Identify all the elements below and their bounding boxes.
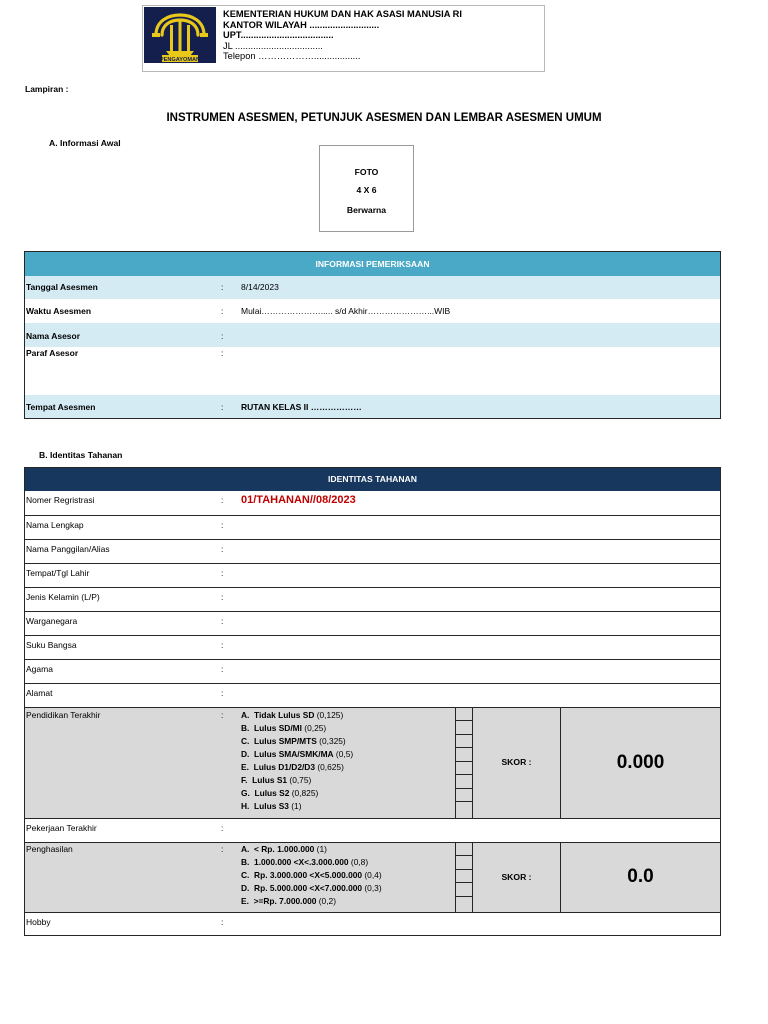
list-item[interactable]: B. 1.000.000 <X<.3.000.000 (0,8) [241, 857, 369, 867]
assessment-place-value[interactable]: RUTAN KELAS II ……………… [241, 402, 362, 412]
table-row [25, 323, 720, 347]
checkbox[interactable] [456, 775, 472, 789]
table-row[interactable] [25, 612, 720, 636]
examination-info-header: INFORMASI PEMERIKSAAN [25, 252, 720, 276]
list-item[interactable]: E. Lulus D1/D2/D3 (0,625) [241, 762, 344, 772]
section-b-heading: B. Identitas Tahanan [39, 450, 123, 460]
religion-label: Agama [26, 664, 53, 674]
table-row[interactable] [25, 636, 720, 660]
detainee-identity-table [24, 467, 721, 936]
registration-number-value[interactable]: 01/TAHANAN//08/2023 [241, 494, 356, 506]
examination-info-table [24, 251, 721, 419]
assessment-time-label: Waktu Asesmen [26, 306, 92, 316]
list-item[interactable]: F. Lulus S1 (0,75) [241, 775, 312, 785]
list-item[interactable]: H. Lulus S3 (1) [241, 801, 302, 811]
colon: : [221, 348, 224, 358]
table-row[interactable] [25, 540, 720, 564]
assessor-name-label: Nama Asesor [26, 331, 81, 341]
list-item[interactable]: D. Lulus SMA/SMK/MA (0,5) [241, 749, 354, 759]
assessment-time-value[interactable]: Mulai…………………..... s/d Akhir…………………...WIB [241, 306, 451, 316]
tree-emblem-icon [144, 7, 216, 63]
list-item[interactable]: G. Lulus S2 (0,825) [241, 788, 319, 798]
photo-size: 4 X 6 [356, 185, 377, 195]
logo-caption: PENGAYOMAN [159, 57, 201, 63]
nationality-label: Warganegara [26, 616, 78, 626]
education-checkbox-column [455, 708, 473, 818]
checkbox[interactable] [456, 762, 472, 775]
checkbox[interactable] [456, 708, 472, 721]
income-score-label: SKOR : [473, 843, 561, 912]
hobby-label: Hobby [26, 917, 51, 927]
address-label: Alamat [26, 688, 53, 698]
attachment-label: Lampiran : [25, 84, 69, 94]
list-item[interactable]: C. Rp. 3.000.000 <X<5.000.000 (0,4) [241, 870, 382, 880]
colon: : [221, 616, 224, 626]
address-line: JL .................................. [223, 40, 323, 51]
income-checkbox-column [455, 843, 473, 912]
detainee-identity-header: IDENTITAS TAHANAN [25, 468, 720, 491]
colon: : [221, 664, 224, 674]
list-item[interactable]: C. Lulus SMP/MTS (0,325) [241, 736, 346, 746]
birth-place-date-label: Tempat/Tgl Lahir [26, 568, 90, 578]
education-label: Pendidikan Terakhir [26, 710, 101, 720]
income-label: Penghasilan [26, 844, 73, 854]
colon: : [221, 640, 224, 650]
occupation-label: Pekerjaan Terakhir [26, 823, 97, 833]
checkbox[interactable] [456, 870, 472, 883]
full-name-label: Nama Lengkap [26, 520, 84, 530]
assessment-place-label: Tempat Asesmen [26, 402, 96, 412]
gender-label: Jenis Kelamin (L/P) [26, 592, 100, 602]
checkbox[interactable] [456, 897, 472, 912]
colon: : [221, 331, 224, 341]
checkbox[interactable] [456, 748, 472, 762]
checkbox[interactable] [456, 843, 472, 856]
list-item[interactable]: A. < Rp. 1.000.000 (1) [241, 844, 327, 854]
income-row [25, 843, 720, 913]
colon: : [221, 844, 224, 854]
table-row[interactable] [25, 684, 720, 708]
table-row[interactable] [25, 516, 720, 540]
education-row [25, 708, 720, 819]
table-row [25, 491, 720, 516]
regional-office: KANTOR WILAYAH ........................... [223, 19, 380, 30]
colon: : [221, 402, 224, 412]
section-a-heading: A. Informasi Awal [49, 138, 121, 148]
registration-number-label: Nomer Regristrasi [26, 495, 95, 505]
colon: : [221, 917, 224, 927]
colon: : [221, 495, 224, 505]
table-row [25, 276, 720, 299]
checkbox[interactable] [456, 883, 472, 897]
colon: : [221, 282, 224, 292]
income-score-value: 0.0 [627, 866, 654, 887]
table-row [25, 347, 720, 395]
letterhead-text [223, 9, 462, 62]
colon: : [221, 688, 224, 698]
list-item[interactable]: E. >=Rp. 7.000.000 (0,2) [241, 896, 336, 906]
assessor-signature-label: Paraf Asesor [26, 348, 79, 358]
upt-line: UPT.................................... [223, 30, 334, 41]
checkbox[interactable] [456, 721, 472, 735]
colon: : [221, 544, 224, 554]
checkbox[interactable] [456, 802, 472, 818]
education-score-label: SKOR : [473, 708, 561, 818]
education-score-value: 0.000 [616, 752, 665, 773]
table-row[interactable] [25, 913, 720, 935]
table-row[interactable] [25, 564, 720, 588]
list-item[interactable]: A. Tidak Lulus SD (0,125) [241, 710, 344, 720]
income-options [241, 843, 382, 908]
phone-line: Telepon ……………….................. [223, 51, 361, 62]
list-item[interactable]: B. Lulus SD/MI (0,25) [241, 723, 327, 733]
colon: : [221, 520, 224, 530]
checkbox[interactable] [456, 789, 472, 802]
letterhead [142, 5, 545, 72]
table-row [25, 299, 720, 323]
table-row[interactable] [25, 819, 720, 843]
list-item[interactable]: D. Rp. 5.000.000 <X<7.000.000 (0,3) [241, 883, 382, 893]
assessment-date-label: Tanggal Asesmen [26, 282, 98, 292]
photo-placeholder [319, 145, 414, 232]
alias-label: Nama Panggilan/Alias [26, 544, 110, 554]
photo-label: FOTO [354, 167, 379, 177]
education-options [241, 709, 353, 813]
colon: : [221, 306, 224, 316]
colon: : [221, 823, 224, 833]
checkbox[interactable] [456, 735, 472, 748]
document-title: INSTRUMEN ASESMEN, PETUNJUK ASESMEN DAN LEMBAR ASESMEN UMUM [166, 112, 602, 124]
assessment-date-value[interactable]: 8/14/2023 [241, 282, 279, 292]
ministry-name: KEMENTERIAN HUKUM DAN HAK ASASI MANUSIA RI [223, 9, 462, 19]
colon: : [221, 710, 224, 720]
table-row [25, 395, 720, 418]
colon: : [221, 568, 224, 578]
pengayoman-logo [144, 7, 216, 63]
photo-color: Berwarna [346, 205, 387, 215]
colon: : [221, 592, 224, 602]
table-row[interactable] [25, 588, 720, 612]
ethnicity-label: Suku Bangsa [26, 640, 77, 650]
checkbox[interactable] [456, 856, 472, 870]
table-row[interactable] [25, 660, 720, 684]
